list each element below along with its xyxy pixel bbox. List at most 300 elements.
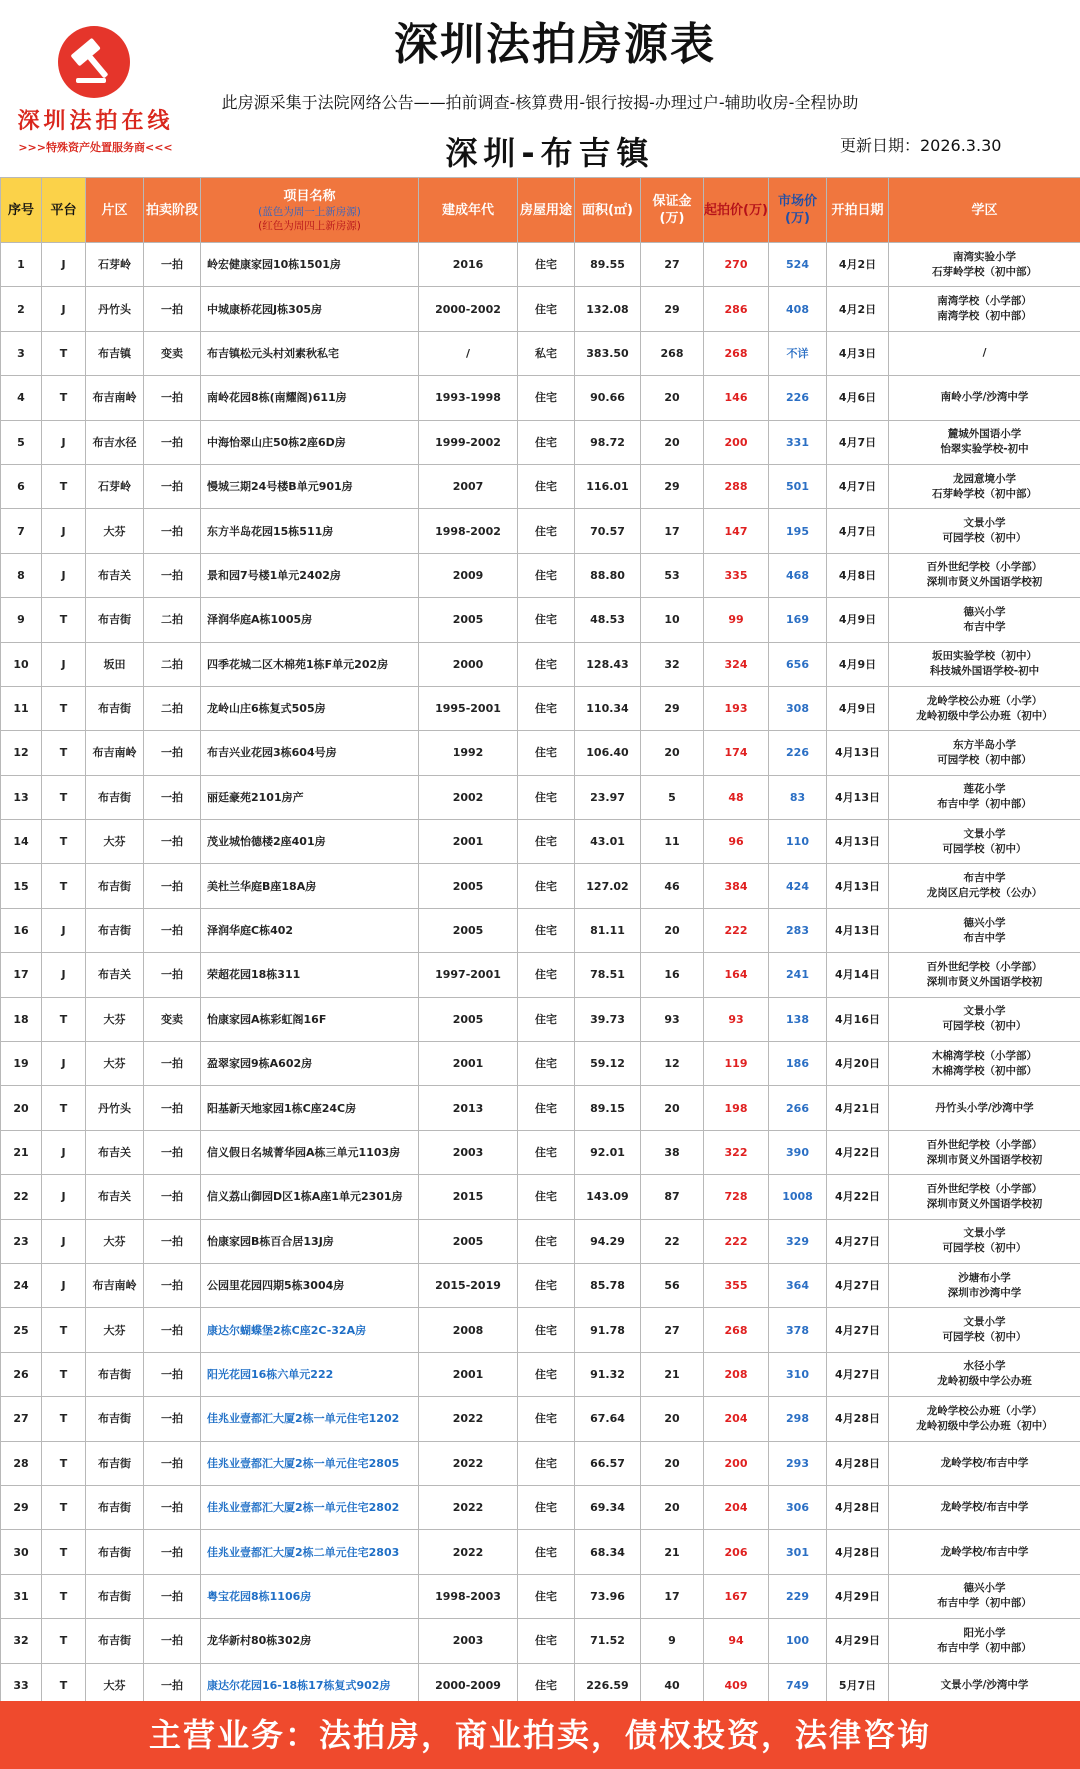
cell-start-price: 204: [704, 1397, 769, 1441]
cell-stage: 一拍: [144, 775, 201, 819]
cell-area: 128.43: [575, 642, 641, 686]
cell-year: 1997-2001: [419, 953, 518, 997]
cell-platform: J: [42, 420, 86, 464]
cell-school: [889, 1308, 1080, 1352]
cell-market-price: 241: [769, 953, 827, 997]
school-line: 东方半岛小学: [953, 738, 1016, 751]
school-line: 水径小学: [963, 1360, 1006, 1373]
cell-name: 怡康家园B栋百合居13J房: [201, 1219, 419, 1263]
cell-market-price: 378: [769, 1308, 827, 1352]
cell-open-date: 4月8日: [827, 553, 889, 597]
cell-platform: J: [42, 553, 86, 597]
cell-deposit: 20: [641, 1397, 704, 1441]
cell-market-price: 310: [769, 1352, 827, 1396]
cell-market-price: 656: [769, 642, 827, 686]
cell-platform: J: [42, 287, 86, 331]
school-line: 百外世纪学校（小学部）: [926, 1182, 1043, 1195]
cell-usage: 住宅: [518, 908, 575, 952]
cell-area: 91.78: [575, 1308, 641, 1352]
cell-market-price: 501: [769, 464, 827, 508]
cell-name: 佳兆业壹都汇大厦2栋一单元住宅1202: [201, 1397, 419, 1441]
cell-district: 大芬: [86, 997, 144, 1041]
table-row: [1, 1619, 1080, 1663]
school-line: 深圳市沙湾中学: [947, 1286, 1022, 1299]
cell-usage: 住宅: [518, 864, 575, 908]
cell-market-price: 364: [769, 1263, 827, 1307]
col-header-name-note-blue: (蓝色为周一上新房源): [258, 205, 361, 218]
cell-open-date: 4月28日: [827, 1441, 889, 1485]
cell-market-price: 301: [769, 1530, 827, 1574]
school-line: 深圳市贤义外国语学校初: [926, 1197, 1043, 1210]
school-line: 南岭小学/沙湾中学: [940, 391, 1029, 404]
cell-year: 2001: [419, 1352, 518, 1396]
cell-year: 2000-2009: [419, 1663, 518, 1707]
cell-district: 大芬: [86, 1219, 144, 1263]
school-line: 德兴小学: [963, 1582, 1006, 1595]
cell-stage: 一拍: [144, 1619, 201, 1663]
cell-deposit: 29: [641, 464, 704, 508]
cell-area: 89.55: [575, 243, 641, 287]
cell-year: 2001: [419, 820, 518, 864]
cell-market-price: 329: [769, 1219, 827, 1263]
col-header-district: 片区: [86, 178, 144, 243]
table-row: [1, 686, 1080, 730]
school-line: 百外世纪学校（小学部）: [926, 1138, 1043, 1151]
school-line: 龙园意境小学: [953, 472, 1016, 485]
cell-school: [889, 1574, 1080, 1618]
cell-district: 布吉街: [86, 1485, 144, 1529]
cell-year: 2022: [419, 1485, 518, 1529]
cell-area: 39.73: [575, 997, 641, 1041]
school-line: 南湾学校（初中部）: [937, 310, 1032, 323]
cell-stage: 一拍: [144, 953, 201, 997]
cell-start-price: 94: [704, 1619, 769, 1663]
table-row: [1, 820, 1080, 864]
cell-stage: 一拍: [144, 509, 201, 553]
cell-school: [889, 775, 1080, 819]
table-row: [1, 775, 1080, 819]
cell-area: 23.97: [575, 775, 641, 819]
cell-school: [889, 1086, 1080, 1130]
cell-school: [889, 598, 1080, 642]
cell-market-price: 468: [769, 553, 827, 597]
table-row: [1, 243, 1080, 287]
cell-name: 龙华新村80栋302房: [201, 1619, 419, 1663]
cell-stage: 一拍: [144, 243, 201, 287]
cell-name: 美杜兰华庭B座18A房: [201, 864, 419, 908]
cell-deposit: 27: [641, 243, 704, 287]
cell-no: 17: [1, 953, 42, 997]
school-line: 沙塘布小学: [958, 1271, 1011, 1284]
footer-banner: 主营业务：法拍房，商业拍卖，债权投资，法律咨询: [0, 1701, 1080, 1769]
cell-no: 6: [1, 464, 42, 508]
cell-market-price: 298: [769, 1397, 827, 1441]
table-row: [1, 553, 1080, 597]
col-header-start-price: [704, 178, 769, 243]
cell-market-price: 283: [769, 908, 827, 952]
cell-start-price: 222: [704, 908, 769, 952]
cell-no: 3: [1, 331, 42, 375]
cell-name: 怡康家园A栋彩虹阁16F: [201, 997, 419, 1041]
cell-usage: 住宅: [518, 1086, 575, 1130]
cell-open-date: 4月9日: [827, 642, 889, 686]
cell-stage: 二拍: [144, 642, 201, 686]
cell-district: 布吉关: [86, 1175, 144, 1219]
table-row: [1, 1086, 1080, 1130]
cell-area: 226.59: [575, 1663, 641, 1707]
cell-platform: T: [42, 376, 86, 420]
cell-open-date: 4月9日: [827, 686, 889, 730]
cell-area: 48.53: [575, 598, 641, 642]
cell-open-date: 4月27日: [827, 1219, 889, 1263]
cell-year: 2005: [419, 1219, 518, 1263]
table-row: [1, 376, 1080, 420]
cell-name: 四季花城二区木棉苑1栋F单元202房: [201, 642, 419, 686]
table-row: [1, 509, 1080, 553]
table-row: [1, 1130, 1080, 1174]
school-line: 木棉湾学校（小学部）: [932, 1049, 1037, 1062]
cell-name: 泽润华庭C栋402: [201, 908, 419, 952]
cell-no: 22: [1, 1175, 42, 1219]
cell-platform: T: [42, 775, 86, 819]
school-line: 龙岭学校/布吉中学: [940, 1501, 1029, 1514]
cell-school: [889, 331, 1080, 375]
cell-platform: T: [42, 331, 86, 375]
school-line: 科技城外国语学校-初中: [929, 665, 1040, 678]
cell-platform: J: [42, 1042, 86, 1086]
cell-school: [889, 1397, 1080, 1441]
cell-year: 2013: [419, 1086, 518, 1130]
cell-district: 布吉街: [86, 598, 144, 642]
school-line: 可园学校（初中）: [942, 1242, 1027, 1255]
cell-name: 阳光花园16栋六单元222: [201, 1352, 419, 1396]
cell-platform: T: [42, 464, 86, 508]
update-date: 更新日期：2026.3.30: [840, 136, 1002, 155]
table-row: [1, 287, 1080, 331]
col-header-no: 序号: [1, 178, 42, 243]
cell-market-price: 195: [769, 509, 827, 553]
cell-year: 2007: [419, 464, 518, 508]
cell-district: 布吉街: [86, 908, 144, 952]
cell-no: 1: [1, 243, 42, 287]
cell-deposit: 20: [641, 731, 704, 775]
school-line: 布吉中学（初中部）: [937, 1641, 1032, 1654]
cell-name: 茂业城怡德楼2座401房: [201, 820, 419, 864]
cell-usage: 住宅: [518, 1663, 575, 1707]
col-header-market-price: [769, 178, 827, 243]
cell-area: 127.02: [575, 864, 641, 908]
cell-area: 73.96: [575, 1574, 641, 1618]
cell-area: 67.64: [575, 1397, 641, 1441]
cell-year: /: [419, 331, 518, 375]
cell-open-date: 4月3日: [827, 331, 889, 375]
cell-open-date: 4月13日: [827, 908, 889, 952]
cell-stage: 一拍: [144, 1263, 201, 1307]
cell-start-price: 119: [704, 1042, 769, 1086]
cell-year: 2022: [419, 1397, 518, 1441]
school-line: 龙岭学校/布吉中学: [940, 1545, 1029, 1558]
cell-deposit: 56: [641, 1263, 704, 1307]
cell-name: 中城康桥花园J栋305房: [201, 287, 419, 331]
cell-stage: 一拍: [144, 1086, 201, 1130]
cell-district: 大芬: [86, 1042, 144, 1086]
cell-name: 盈翠家园9栋A602房: [201, 1042, 419, 1086]
cell-area: 81.11: [575, 908, 641, 952]
cell-district: 大芬: [86, 1308, 144, 1352]
cell-start-price: 286: [704, 287, 769, 331]
cell-platform: J: [42, 1175, 86, 1219]
cell-no: 15: [1, 864, 42, 908]
cell-year: 2003: [419, 1130, 518, 1174]
cell-stage: 变卖: [144, 331, 201, 375]
school-line: 可园学校（初中）: [942, 842, 1027, 855]
cell-year: 1993-1998: [419, 376, 518, 420]
cell-start-price: 728: [704, 1175, 769, 1219]
cell-market-price: 110: [769, 820, 827, 864]
cell-no: 25: [1, 1308, 42, 1352]
cell-platform: T: [42, 1619, 86, 1663]
table-row: [1, 1397, 1080, 1441]
cell-school: [889, 1530, 1080, 1574]
cell-stage: 二拍: [144, 598, 201, 642]
cell-platform: J: [42, 1130, 86, 1174]
col-header-platform: 平台: [42, 178, 86, 243]
cell-deposit: 40: [641, 1663, 704, 1707]
cell-stage: 一拍: [144, 1485, 201, 1529]
cell-start-price: 355: [704, 1263, 769, 1307]
cell-deposit: 20: [641, 908, 704, 952]
cell-stage: 一拍: [144, 1530, 201, 1574]
cell-stage: 一拍: [144, 1130, 201, 1174]
cell-stage: 一拍: [144, 1663, 201, 1707]
school-line: 文景小学: [963, 827, 1006, 840]
col-header-name: [201, 178, 419, 243]
cell-district: 布吉街: [86, 864, 144, 908]
cell-start-price: 288: [704, 464, 769, 508]
table-row: [1, 598, 1080, 642]
cell-district: 大芬: [86, 509, 144, 553]
cell-area: 71.52: [575, 1619, 641, 1663]
cell-open-date: 4月9日: [827, 598, 889, 642]
cell-usage: 住宅: [518, 1308, 575, 1352]
cell-platform: J: [42, 642, 86, 686]
cell-platform: T: [42, 1308, 86, 1352]
cell-usage: 住宅: [518, 953, 575, 997]
cell-usage: 住宅: [518, 287, 575, 331]
cell-open-date: 4月13日: [827, 775, 889, 819]
cell-stage: 一拍: [144, 376, 201, 420]
cell-district: 大芬: [86, 820, 144, 864]
cell-open-date: 4月13日: [827, 820, 889, 864]
school-line: 文景小学: [963, 1316, 1006, 1329]
school-line: 可园学校（初中）: [942, 532, 1027, 545]
cell-year: 2009: [419, 553, 518, 597]
cell-year: 2005: [419, 908, 518, 952]
page-subtitle: 此房源采集于法院网络公告——拍前调查-核算费用-银行按揭-办理过户-辅助收房-全程协助: [221, 93, 859, 112]
cell-district: 布吉关: [86, 953, 144, 997]
cell-start-price: 198: [704, 1086, 769, 1130]
cell-school: [889, 1175, 1080, 1219]
cell-year: 2015: [419, 1175, 518, 1219]
cell-usage: 住宅: [518, 509, 575, 553]
cell-no: 32: [1, 1619, 42, 1663]
cell-no: 2: [1, 287, 42, 331]
school-line: 可园学校（初中）: [942, 1020, 1027, 1033]
table-row: [1, 864, 1080, 908]
cell-year: 2008: [419, 1308, 518, 1352]
cell-platform: T: [42, 686, 86, 730]
table-header-row: [1, 178, 1080, 243]
school-line: 文景小学: [963, 517, 1006, 530]
cell-district: 布吉街: [86, 1441, 144, 1485]
cell-stage: 一拍: [144, 864, 201, 908]
cell-year: 2005: [419, 864, 518, 908]
school-line: 阳光小学: [963, 1626, 1006, 1639]
cell-market-price: 524: [769, 243, 827, 287]
cell-usage: 住宅: [518, 1130, 575, 1174]
school-line: 龙岭初级中学公办班（初中）: [916, 709, 1053, 722]
cell-school: [889, 1042, 1080, 1086]
cell-open-date: 4月28日: [827, 1397, 889, 1441]
cell-district: 布吉街: [86, 1397, 144, 1441]
table-row: [1, 1352, 1080, 1396]
cell-start-price: 204: [704, 1485, 769, 1529]
cell-school: [889, 1263, 1080, 1307]
cell-name: 景和园7号楼1单元2402房: [201, 553, 419, 597]
cell-deposit: 20: [641, 420, 704, 464]
cell-deposit: 87: [641, 1175, 704, 1219]
cell-district: 布吉关: [86, 1130, 144, 1174]
table-row: [1, 464, 1080, 508]
cell-no: 33: [1, 1663, 42, 1707]
cell-stage: 一拍: [144, 553, 201, 597]
cell-name: 粤宝花园8栋1106房: [201, 1574, 419, 1618]
school-line: 麓城外国语小学: [947, 428, 1022, 441]
col-header-year: 建成年代: [419, 178, 518, 243]
col-header-open-date: 开拍日期: [827, 178, 889, 243]
cell-area: 69.34: [575, 1485, 641, 1529]
cell-stage: 一拍: [144, 820, 201, 864]
page-header: [0, 0, 1080, 178]
cell-district: 布吉南岭: [86, 1263, 144, 1307]
cell-no: 23: [1, 1219, 42, 1263]
school-line: 文景小学: [963, 1005, 1006, 1018]
cell-platform: T: [42, 1485, 86, 1529]
cell-deposit: 46: [641, 864, 704, 908]
school-line: 坂田实验学校（初中）: [932, 650, 1037, 663]
cell-no: 11: [1, 686, 42, 730]
cell-start-price: 268: [704, 1308, 769, 1352]
cell-school: [889, 864, 1080, 908]
cell-name: 丽廷豪苑2101房产: [201, 775, 419, 819]
cell-name: 中海怡翠山庄50栋2座6D房: [201, 420, 419, 464]
cell-no: 21: [1, 1130, 42, 1174]
table-row: [1, 1308, 1080, 1352]
cell-open-date: 4月29日: [827, 1574, 889, 1618]
cell-no: 13: [1, 775, 42, 819]
cell-area: 383.50: [575, 331, 641, 375]
table-row: [1, 997, 1080, 1041]
school-line: 莲花小学: [963, 783, 1006, 796]
school-line: 龙岭学校/布吉中学: [940, 1456, 1029, 1469]
cell-deposit: 16: [641, 953, 704, 997]
cell-name: 岭宏健康家园10栋1501房: [201, 243, 419, 287]
table-row: [1, 731, 1080, 775]
cell-usage: 住宅: [518, 243, 575, 287]
cell-area: 91.32: [575, 1352, 641, 1396]
region-title: 深圳-布吉镇: [445, 134, 655, 172]
cell-name: 信义假日名城菁华园A栋三单元1103房: [201, 1130, 419, 1174]
cell-year: 2002: [419, 775, 518, 819]
cell-start-price: 268: [704, 331, 769, 375]
cell-stage: 一拍: [144, 287, 201, 331]
cell-year: 2003: [419, 1619, 518, 1663]
cell-stage: 一拍: [144, 1308, 201, 1352]
cell-school: [889, 420, 1080, 464]
school-line: 深圳市贤义外国语学校初: [926, 1153, 1043, 1166]
cell-stage: 一拍: [144, 908, 201, 952]
cell-year: 2001: [419, 1042, 518, 1086]
school-line: 龙岭初级中学公办班: [937, 1375, 1032, 1388]
cell-no: 16: [1, 908, 42, 952]
cell-name: 东方半岛花园15栋511房: [201, 509, 419, 553]
table-row: [1, 1042, 1080, 1086]
col-header-name-note-red: (红色为周四上新房源): [258, 219, 361, 232]
table-row: [1, 1441, 1080, 1485]
cell-district: 石芽岭: [86, 243, 144, 287]
table-row: [1, 1485, 1080, 1529]
cell-usage: 住宅: [518, 464, 575, 508]
cell-usage: 住宅: [518, 1619, 575, 1663]
cell-district: 布吉南岭: [86, 731, 144, 775]
cell-area: 106.40: [575, 731, 641, 775]
cell-open-date: 4月22日: [827, 1175, 889, 1219]
cell-usage: 住宅: [518, 642, 575, 686]
cell-stage: 一拍: [144, 420, 201, 464]
cell-deposit: 17: [641, 509, 704, 553]
cell-no: 14: [1, 820, 42, 864]
cell-school: [889, 1130, 1080, 1174]
col-header-market-price-label: 市场价(万): [777, 194, 817, 226]
cell-start-price: 146: [704, 376, 769, 420]
cell-year: 2015-2019: [419, 1263, 518, 1307]
cell-market-price: 308: [769, 686, 827, 730]
cell-name: 信义荔山御园D区1栋A座1单元2301房: [201, 1175, 419, 1219]
cell-year: 2005: [419, 997, 518, 1041]
school-line: 深圳市贤义外国语学校初: [926, 975, 1043, 988]
cell-area: 90.66: [575, 376, 641, 420]
cell-no: 4: [1, 376, 42, 420]
cell-usage: 住宅: [518, 1352, 575, 1396]
logo-text: 深圳法拍在线: [17, 109, 174, 134]
cell-market-price: 749: [769, 1663, 827, 1707]
cell-start-price: 93: [704, 997, 769, 1041]
school-line: 百外世纪学校（小学部）: [926, 561, 1043, 574]
cell-area: 116.01: [575, 464, 641, 508]
gavel-icon: [58, 26, 130, 98]
cell-district: 丹竹头: [86, 287, 144, 331]
cell-year: 2022: [419, 1530, 518, 1574]
col-header-usage: 房屋用途: [518, 178, 575, 243]
cell-school: [889, 731, 1080, 775]
cell-area: 88.80: [575, 553, 641, 597]
cell-school: [889, 908, 1080, 952]
cell-area: 143.09: [575, 1175, 641, 1219]
cell-start-price: 200: [704, 1441, 769, 1485]
cell-platform: J: [42, 1263, 86, 1307]
col-header-name-label: 项目名称: [283, 188, 336, 204]
cell-deposit: 10: [641, 598, 704, 642]
